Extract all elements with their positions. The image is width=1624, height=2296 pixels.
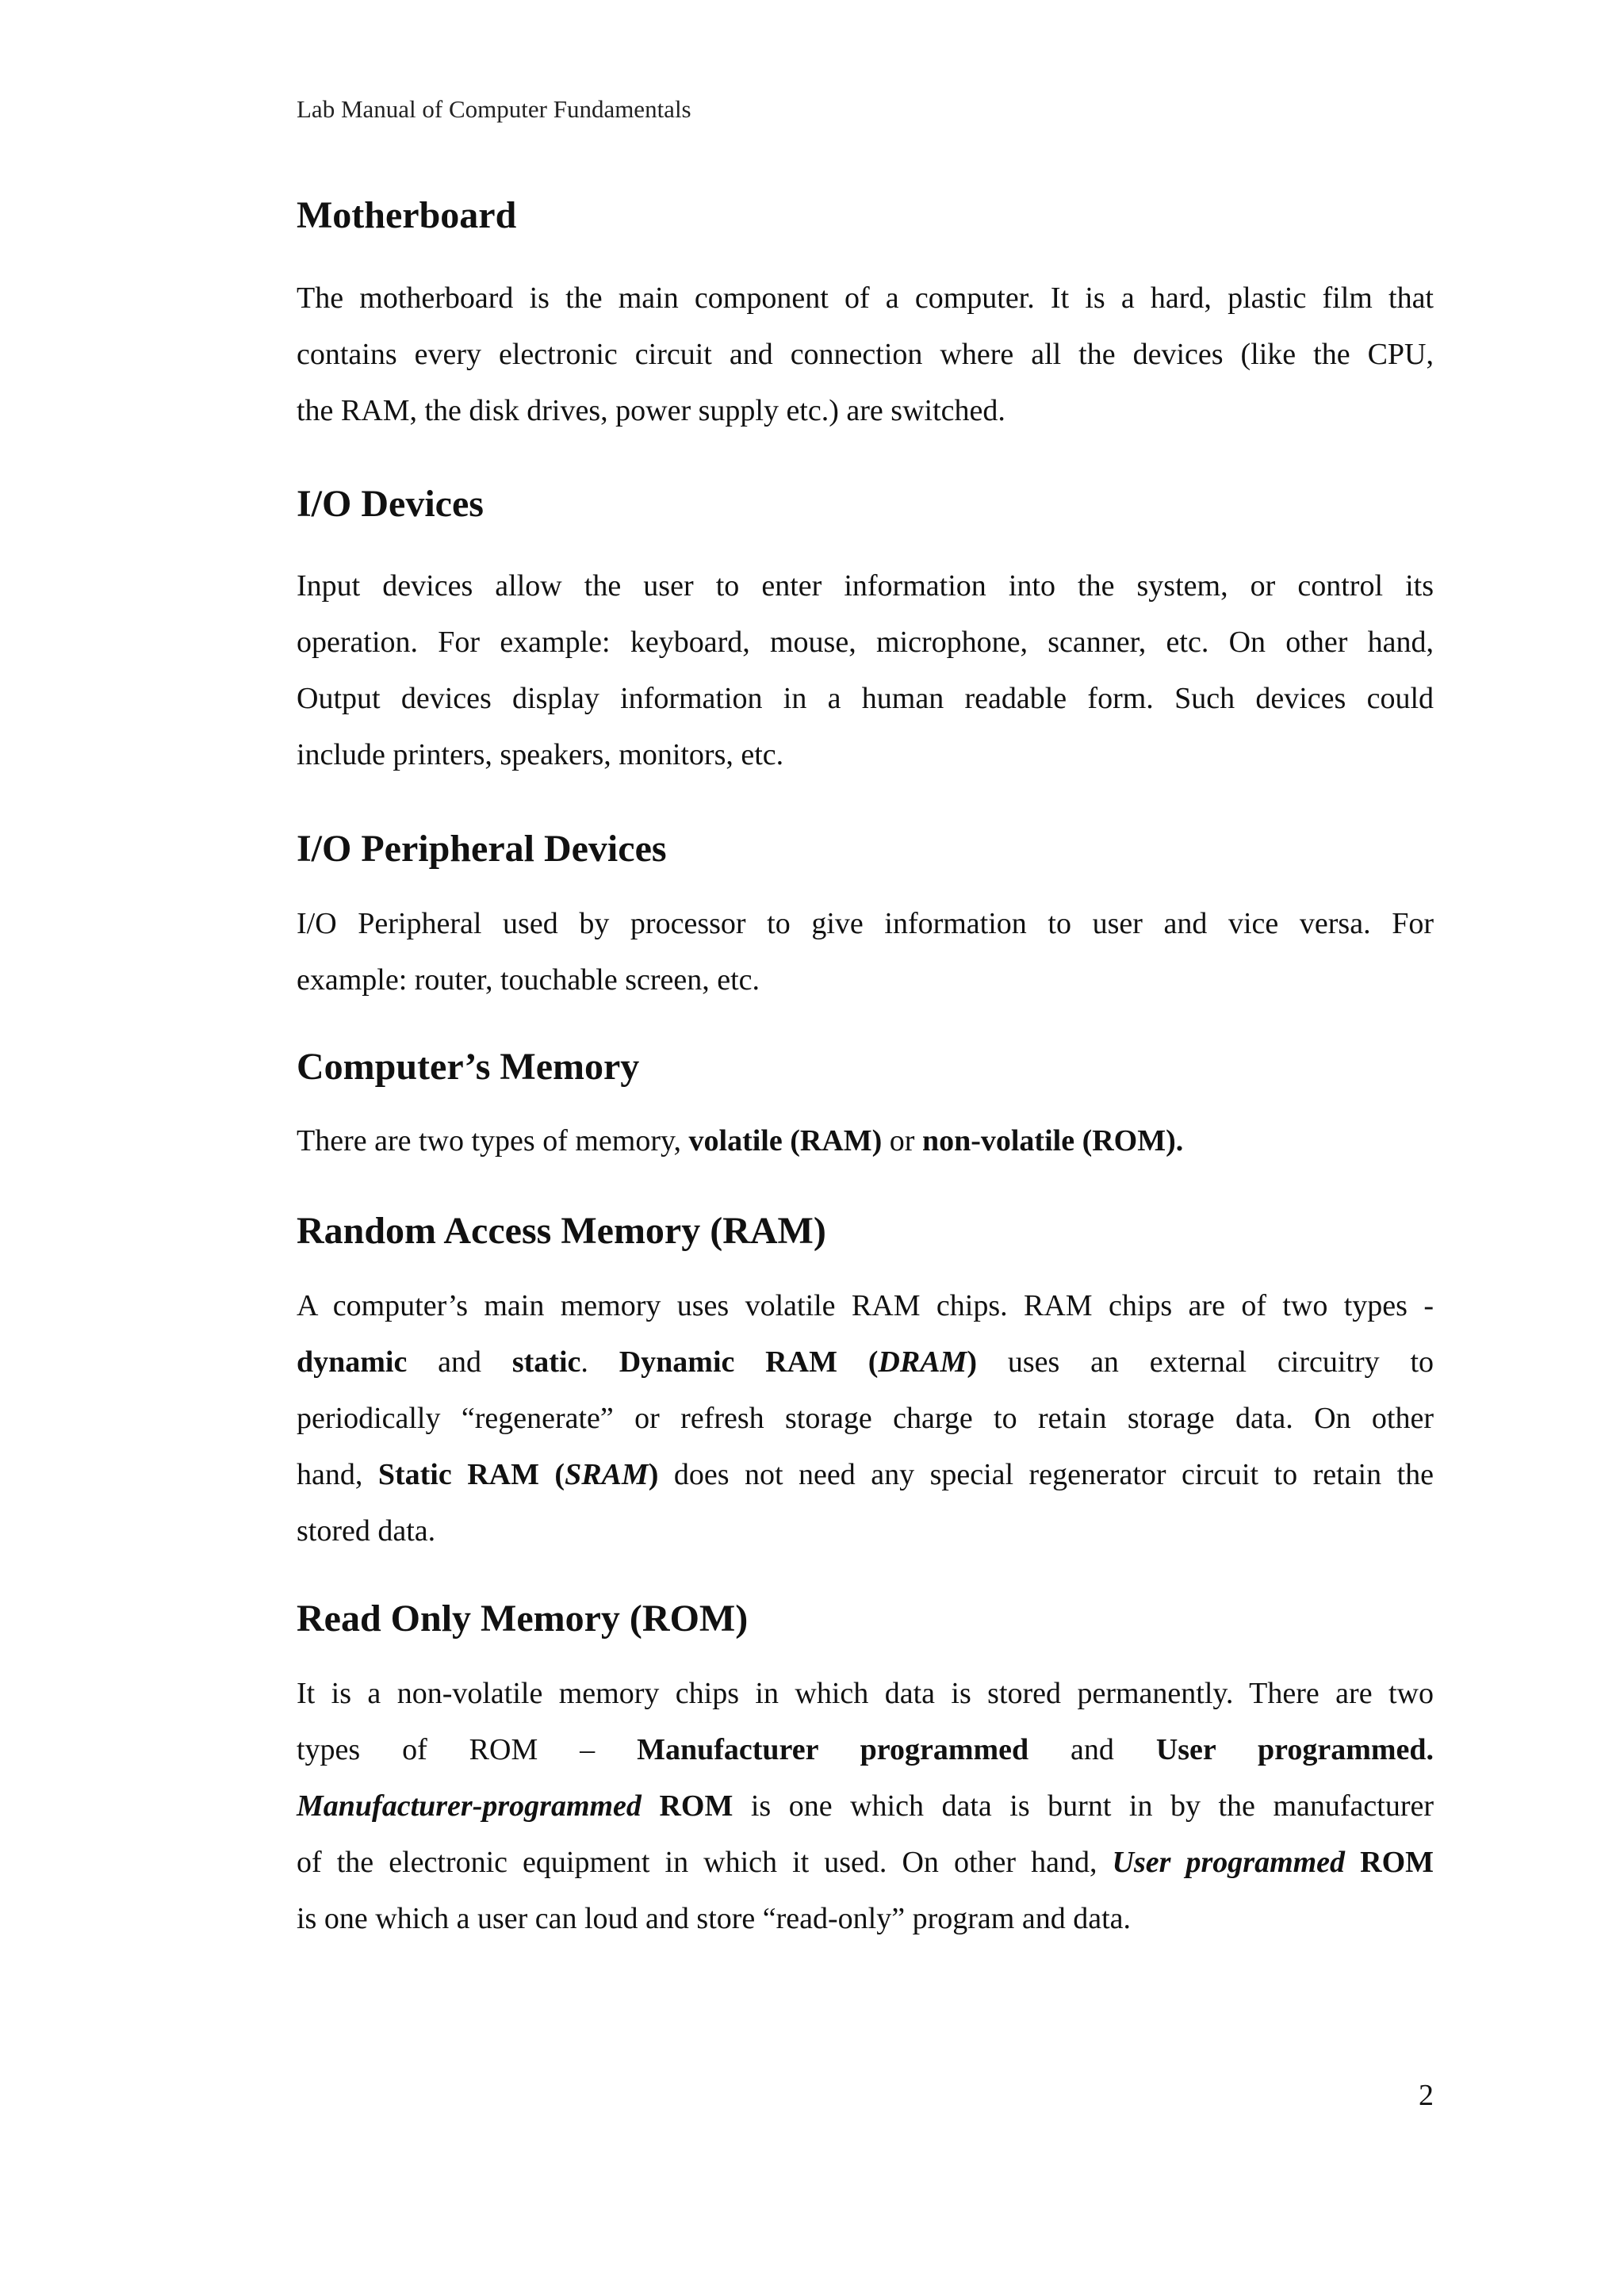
text-line (297, 1778, 1434, 1835)
bold-italic-run: DRAM (878, 1345, 967, 1379)
text-line: stored data. (297, 1514, 436, 1548)
bold-run: non-volatile (ROM). (921, 1124, 1184, 1158)
paragraph-rom (297, 1666, 1434, 1947)
text-run: or (882, 1124, 922, 1158)
heading-motherboard: Motherboard (297, 194, 517, 236)
text-line: Output devices display information in a human readable form. Such devices could (297, 682, 1434, 715)
text-line (297, 1113, 1434, 1169)
heading-ram: Random Access Memory (RAM) (297, 1210, 826, 1252)
text-line: The motherboard is the main component of a computer. It is a hard, plastic film that (297, 281, 1434, 315)
text-line (297, 1722, 1434, 1778)
bold-italic-run: Manufacturer-programmed (297, 1789, 642, 1823)
paragraph-io-devices (297, 558, 1434, 783)
bold-run: Manufacturer programmed (637, 1733, 1029, 1766)
paragraph-ram (297, 1278, 1434, 1559)
running-header: Lab Manual of Computer Fundamentals (297, 95, 691, 123)
bold-italic-run: SRAM (565, 1458, 649, 1491)
paragraph-io-peripheral-devices (297, 896, 1434, 1008)
bold-run: Dynamic RAM ( (619, 1345, 879, 1379)
bold-italic-run: User programmed (1112, 1846, 1346, 1879)
text-run: of the electronic equipment in which it used. On other hand, (297, 1846, 1113, 1879)
bold-run: Static RAM ( (377, 1458, 565, 1491)
text-run: . (580, 1345, 619, 1379)
text-run: hand, (297, 1458, 378, 1491)
bold-run: volatile (RAM) (688, 1124, 883, 1158)
bold-run: ) (648, 1458, 659, 1491)
paragraph-computers-memory (297, 1113, 1434, 1169)
text-line: example: router, touchable screen, etc. (297, 963, 760, 997)
bold-run: static (511, 1345, 581, 1379)
heading-io-peripheral-devices: I/O Peripheral Devices (297, 828, 667, 870)
bold-run: User programmed. (1155, 1733, 1434, 1766)
text-line: I/O Peripheral used by processor to give information to user and vice versa. For (297, 907, 1434, 940)
text-run: types of ROM – (297, 1733, 638, 1766)
text-line: A computer’s main memory uses volatile RAM chips. RAM chips are of two types - (297, 1289, 1434, 1322)
heading-io-devices: I/O Devices (297, 483, 484, 525)
bold-run: ROM (641, 1789, 733, 1823)
text-run: uses an external circuitry to (977, 1345, 1434, 1379)
text-line: It is a non-volatile memory chips in which data is stored permanently. There are two (297, 1677, 1434, 1710)
text-line: the RAM, the disk drives, power supply etc.) are switched. (297, 394, 1005, 427)
text-line: operation. For example: keyboard, mouse, microphone, scanner, etc. On other hand, (297, 626, 1434, 659)
text-line (297, 1447, 1434, 1503)
text-line: periodically “regenerate” or refresh storage charge to retain storage data. On other (297, 1402, 1434, 1435)
text-line (297, 1835, 1434, 1891)
bold-run: ROM (1345, 1846, 1434, 1879)
bold-run: dynamic (297, 1345, 408, 1379)
text-line: contains every electronic circuit and connection where all the devices (like the CPU, (297, 338, 1434, 371)
text-line (297, 1334, 1434, 1391)
text-run: is one which data is burnt in by the manufacturer (733, 1789, 1434, 1823)
text-line: Input devices allow the user to enter information into the system, or control its (297, 569, 1434, 603)
heading-rom: Read Only Memory (ROM) (297, 1598, 749, 1640)
text-line: is one which a user can loud and store “read-only” program and data. (297, 1902, 1131, 1935)
text-run: and (1028, 1733, 1156, 1766)
heading-computers-memory: Computer’s Memory (297, 1046, 640, 1088)
text-run: and (407, 1345, 512, 1379)
text-line: include printers, speakers, monitors, etc. (297, 738, 784, 771)
page-number: 2 (1419, 2079, 1434, 2112)
bold-run: ) (967, 1345, 977, 1379)
paragraph-motherboard (297, 270, 1434, 439)
text-run: does not need any special regenerator circuit to retain the (658, 1458, 1434, 1491)
text-run: There are two types of memory, (297, 1124, 689, 1158)
